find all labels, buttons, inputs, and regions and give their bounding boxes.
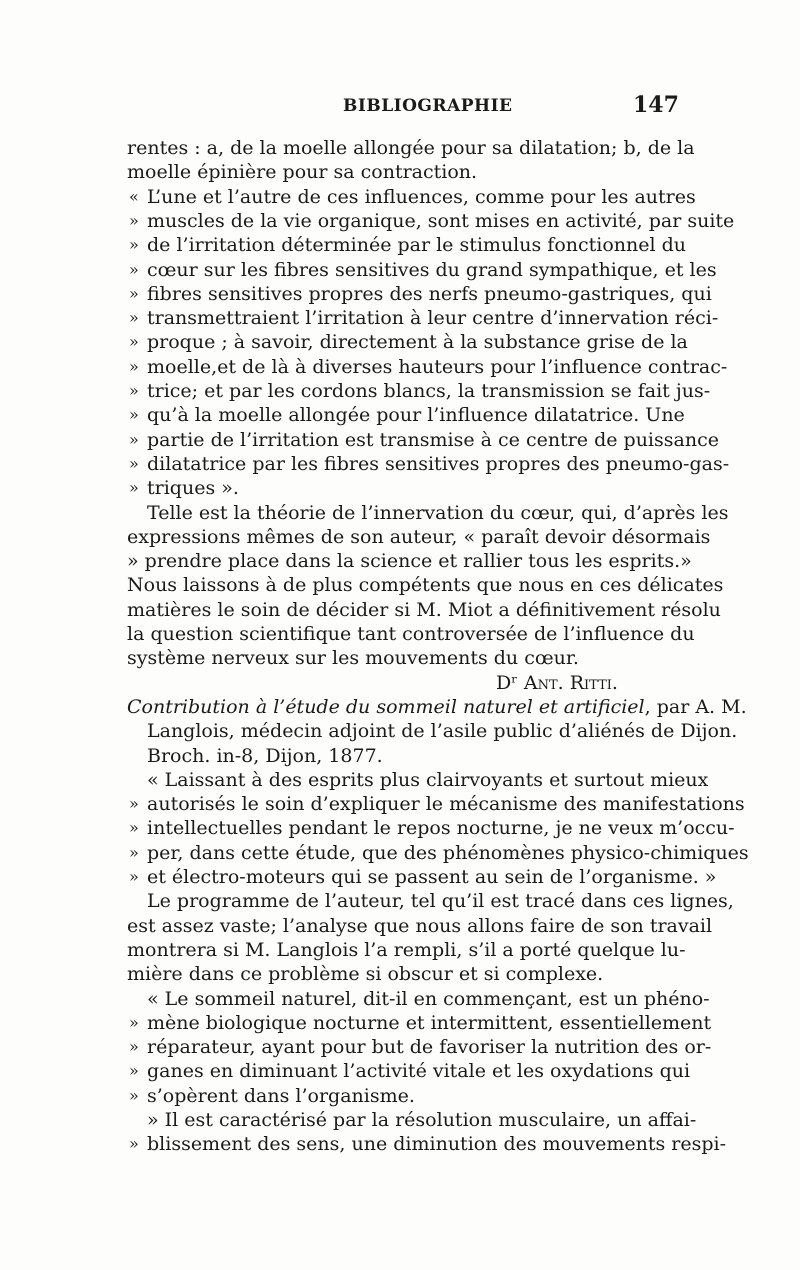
page-number: 147 [633, 92, 679, 118]
quote-mark: » [129, 381, 139, 400]
quote-mark: » [129, 794, 139, 814]
line-text: mène biologique nocturne et intermittent, essentiellement [147, 1011, 712, 1034]
line-text: est assez vaste; l’analyse que nous allons faire de son travail [127, 914, 713, 937]
quote-mark: » [129, 429, 139, 449]
line-text: mière dans ce problème si obscur et si complexe. [127, 963, 604, 986]
line-text: intellectuelles pendant le repos nocturne, je ne veux m’occu- [147, 817, 735, 840]
quote-mark: » [129, 1037, 139, 1057]
quote-mark: » [129, 235, 139, 255]
line-text: muscles de la vie organique, sont mises en activité, par suite [147, 209, 735, 232]
quote-mark: » [129, 818, 139, 838]
line-text: s’opèrent dans l’organisme. [147, 1084, 415, 1107]
line-text: dilatatrice par les fibres sensitives propres des pneumo-gas- [147, 452, 730, 475]
line-text: » Il est caractérisé par la résolution musculaire, un affai- [147, 1109, 697, 1131]
line-text: expressions mêmes de son auteur, « paraît devoir désormais [127, 525, 711, 548]
quote-mark: » [129, 1085, 139, 1105]
quote-mark: » [129, 356, 139, 376]
line-text: qu’à la moelle allongée pour l’influence dilatatrice. Une [147, 404, 685, 427]
line-text: ganes en diminuant l’activité vitale et les oxydations qui [147, 1060, 691, 1083]
quote-mark: » [129, 405, 139, 425]
line-text: montrera si M. Langlois l’a rempli, s’il a porté quelque lu- [127, 938, 686, 961]
line-text: Langlois, médecin adjoint de l’asile public d’aliénés de Dijon. [147, 720, 738, 743]
line-text: réparateur, ayant pour but de favoriser la nutrition des or- [147, 1036, 712, 1059]
line-text: la question scientifique tant controversée de l’influence du [127, 623, 695, 645]
line-text: moelle,et de là à diverses hauteurs pour l’influence contrac- [147, 355, 728, 378]
line-text: autorisés le soin d’expliquer le mécanisme des manifestations [147, 793, 745, 816]
line-text: et électro-moteurs qui se passent au sein de l’organisme. » [147, 866, 717, 888]
line-text: Nous laissons à de plus compétents que nous en ces délicates [127, 574, 724, 597]
line-text: système nerveux sur les mouvements du cœur. [127, 647, 579, 670]
running-title: BIBLIOGRAPHIE [343, 96, 513, 116]
quote-mark: « [129, 186, 139, 206]
line-text: trice; et par les cordons blancs, la transmission se fait jus- [147, 380, 711, 402]
quote-mark: » [129, 867, 139, 886]
line-text: cœur sur les fibres sensitives du grand sympathique, et les [147, 258, 717, 281]
line-text: blissement des sens, une diminution des mouvements respi- [147, 1133, 727, 1156]
line-text: » prendre place dans la science et rallier tous les esprits.» [127, 550, 692, 573]
line-text: fibres sensitives propres des nerfs pneumo-gastriques, qui [147, 282, 712, 305]
line-text: matières le soin de décider si M. Miot a définitivement résolu [127, 598, 721, 621]
text-line [129, 1130, 727, 1158]
line-text: proque ; à savoir, directement à la substance grise de la [147, 331, 688, 354]
line-text: « Laissant à des esprits plus clairvoyants et surtout mieux [147, 768, 709, 791]
review-author-prefix: , par A. M. [644, 695, 747, 718]
running-header [0, 92, 800, 126]
line-text: per, dans cette étude, que des phénomènes physico-chimiques [147, 841, 749, 864]
quote-mark: » [129, 1061, 139, 1081]
quote-mark: » [129, 453, 139, 473]
quote-mark: » [129, 842, 139, 862]
line-text: L’une et l’autre de ces influences, comme pour les autres [147, 185, 696, 208]
line-text: rentes : a, de la moelle allongée pour sa dilatation; b, de la [127, 137, 695, 159]
quote-mark: » [129, 259, 139, 279]
line-text: « Le sommeil naturel, dit-il en commençant, est un phéno- [147, 987, 710, 1010]
line-text: Le programme de l’auteur, tel qu’il est tracé dans ces lignes, [147, 890, 734, 913]
line-text: triques ». [147, 477, 239, 500]
quote-mark: » [129, 478, 139, 498]
quote-mark: » [129, 210, 139, 230]
quote-mark: » [129, 1012, 139, 1032]
line-text: Broch. in-8, Dijon, 1877. [147, 744, 383, 767]
line-text: de l’irritation déterminée par le stimulus fonctionnel du [147, 234, 687, 257]
signature: Dʳ Ant. Ritti. [496, 671, 618, 694]
quote-mark: » [129, 1134, 139, 1154]
review-title: Contribution à l’étude du sommeil naturel et artificiel [127, 695, 645, 718]
line-text: partie de l’irritation est transmise à ce centre de puissance [147, 428, 719, 451]
line-text: transmettraient l’irritation à leur centre d’innervation réci- [147, 307, 719, 330]
quote-mark: » [129, 308, 139, 328]
quote-mark: » [129, 332, 139, 352]
quote-mark: » [129, 283, 139, 303]
line-text: Telle est la théorie de l’innervation du cœur, qui, d’après les [147, 501, 729, 524]
line-text: moelle épinière pour sa contraction. [127, 161, 478, 184]
